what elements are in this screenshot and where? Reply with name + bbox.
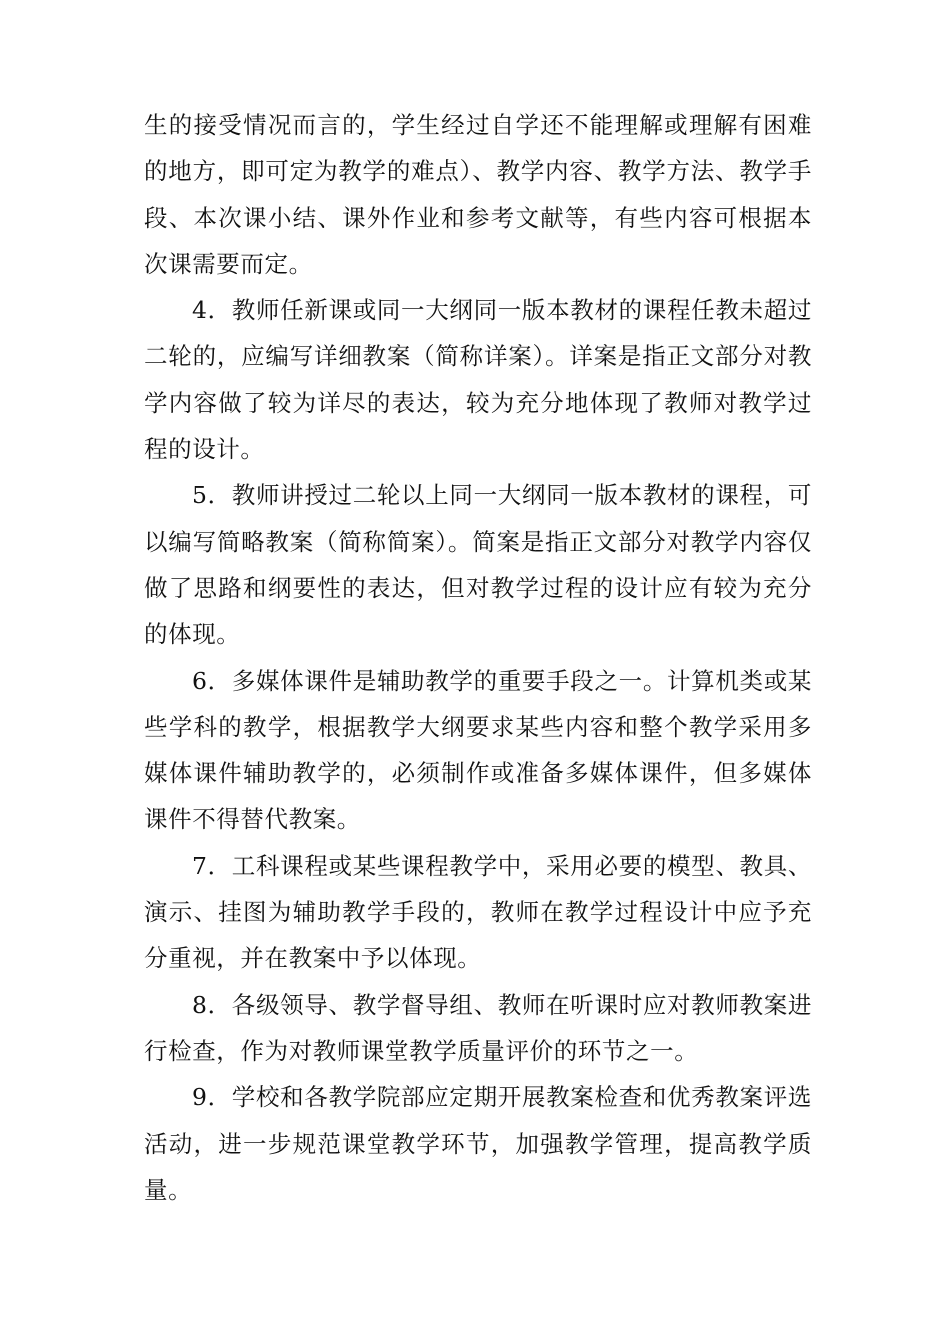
paragraph-item-8: 8．各级领导、教学督导组、教师在听课时应对教师教案进行检查，作为对教师课堂教学质量评价的环节之一。 [144, 990, 812, 1065]
paragraph-item-5: 5．教师讲授过二轮以上同一大纲同一版本教材的课程，可以编写简略教案（简称简案）。简案是指正文部分对教学内容仅做了思路和纲要性的表达，但对教学过程的设计应有较为充分的体现。 [144, 481, 812, 649]
paragraph-item-7: 7．工科课程或某些课程教学中，采用必要的模型、教具、演示、挂图为辅助教学手段的，教师在教学过程设计中应予充分重视，并在教案中予以体现。 [144, 851, 812, 973]
document-body [144, 102, 812, 1213]
paragraph-item-4: 4．教师任新课或同一大纲同一版本教材的课程任教未超过二轮的，应编写详细教案（简称详案）。详案是指正文部分对教学内容做了较为详尽的表达，较为充分地体现了教师对教学过程的设计。 [144, 296, 812, 464]
paragraph-item-6: 6．多媒体课件是辅助教学的重要手段之一。计算机类或某些学科的教学，根据教学大纲要求某些内容和整个教学采用多媒体课件辅助教学的，必须制作或准备多媒体课件，但多媒体课件不得替代教案。 [144, 666, 812, 834]
paragraph-continuation: 生的接受情况而言的，学生经过自学还不能理解或理解有困难的地方，即可定为教学的难点）、教学内容、教学方法、教学手段、本次课小结、课外作业和参考文献等，有些内容可根据本次课需要而定。 [144, 111, 812, 278]
paragraph-item-9: 9．学校和各教学院部应定期开展教案检查和优秀教案评选活动，进一步规范课堂教学环节，加强教学管理，提高教学质量。 [144, 1083, 812, 1204]
